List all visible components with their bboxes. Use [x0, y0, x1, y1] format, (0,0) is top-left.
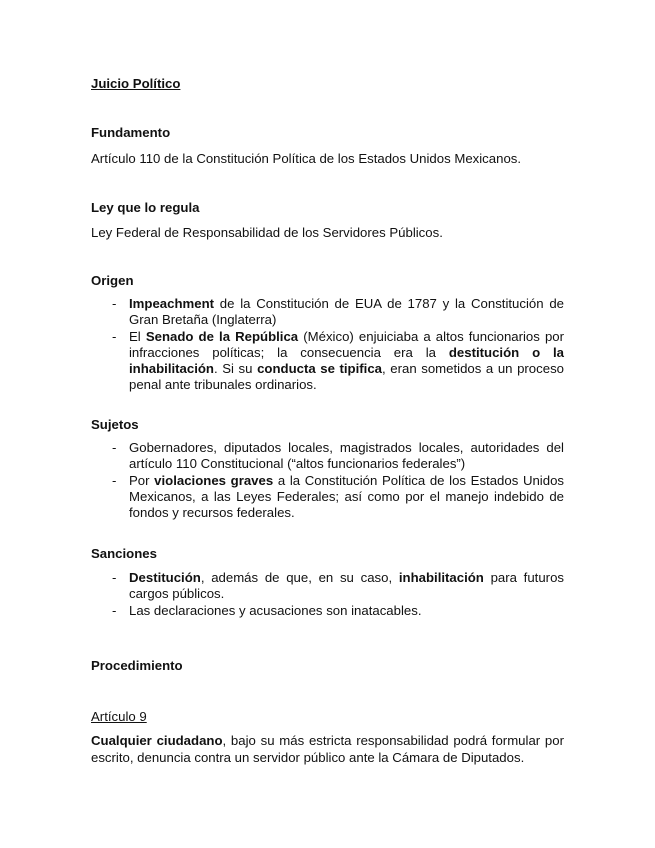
- list-item: - Por violaciones graves a la Constitución Política de los Estados Unidos Mexicanos, a las Leyes Federales; así como por el manejo indebido de fondos y recursos federales.: [112, 472, 565, 521]
- document-title: Juicio Político: [91, 76, 181, 91]
- list-item: - El Senado de la República (México) enjuiciaba a altos funcionarios por infracciones políticas; la consecuencia era la destitución o la inhabilitación. Si su conducta se tipifica, eran sometidos a un proceso penal ante tribunales ordinarios.: [112, 328, 565, 393]
- sujetos-list: [91, 440, 564, 521]
- heading-sanciones: Sanciones: [91, 546, 157, 561]
- list-item: - Impeachment de la Constitución de EUA de 1787 y la Constitución de Gran Bretaña (Inglaterra): [112, 296, 564, 328]
- heading-origen: Origen: [91, 273, 134, 288]
- heading-procedimiento: Procedimiento: [91, 658, 183, 673]
- heading-sujetos: Sujetos: [91, 417, 139, 432]
- sanciones-list: [91, 570, 564, 619]
- fundamento-text: Artículo 110 de la Constitución Política de los Estados Unidos Mexicanos.: [91, 151, 522, 166]
- list-item: - Las declaraciones y acusaciones son inatacables.: [112, 602, 422, 618]
- article-text: Cualquier ciudadano, bajo su más estricta responsabilidad podrá formular por escrito, denuncia contra un servidor público ante la Cámara de Diputados.: [91, 733, 564, 765]
- heading-fundamento: Fundamento: [91, 125, 171, 140]
- list-item: - Destitución, además de que, en su caso, inhabilitación para futuros cargos públicos.: [112, 570, 564, 602]
- origen-list: [91, 296, 564, 394]
- article-heading: Artículo 9: [91, 709, 147, 724]
- list-item: - Gobernadores, diputados locales, magistrados locales, autoridades del artículo 110 Constitucional (“altos funcionarios federales”): [112, 440, 564, 472]
- heading-ley: Ley que lo regula: [91, 200, 200, 215]
- ley-text: Ley Federal de Responsabilidad de los Servidores Públicos.: [91, 225, 443, 240]
